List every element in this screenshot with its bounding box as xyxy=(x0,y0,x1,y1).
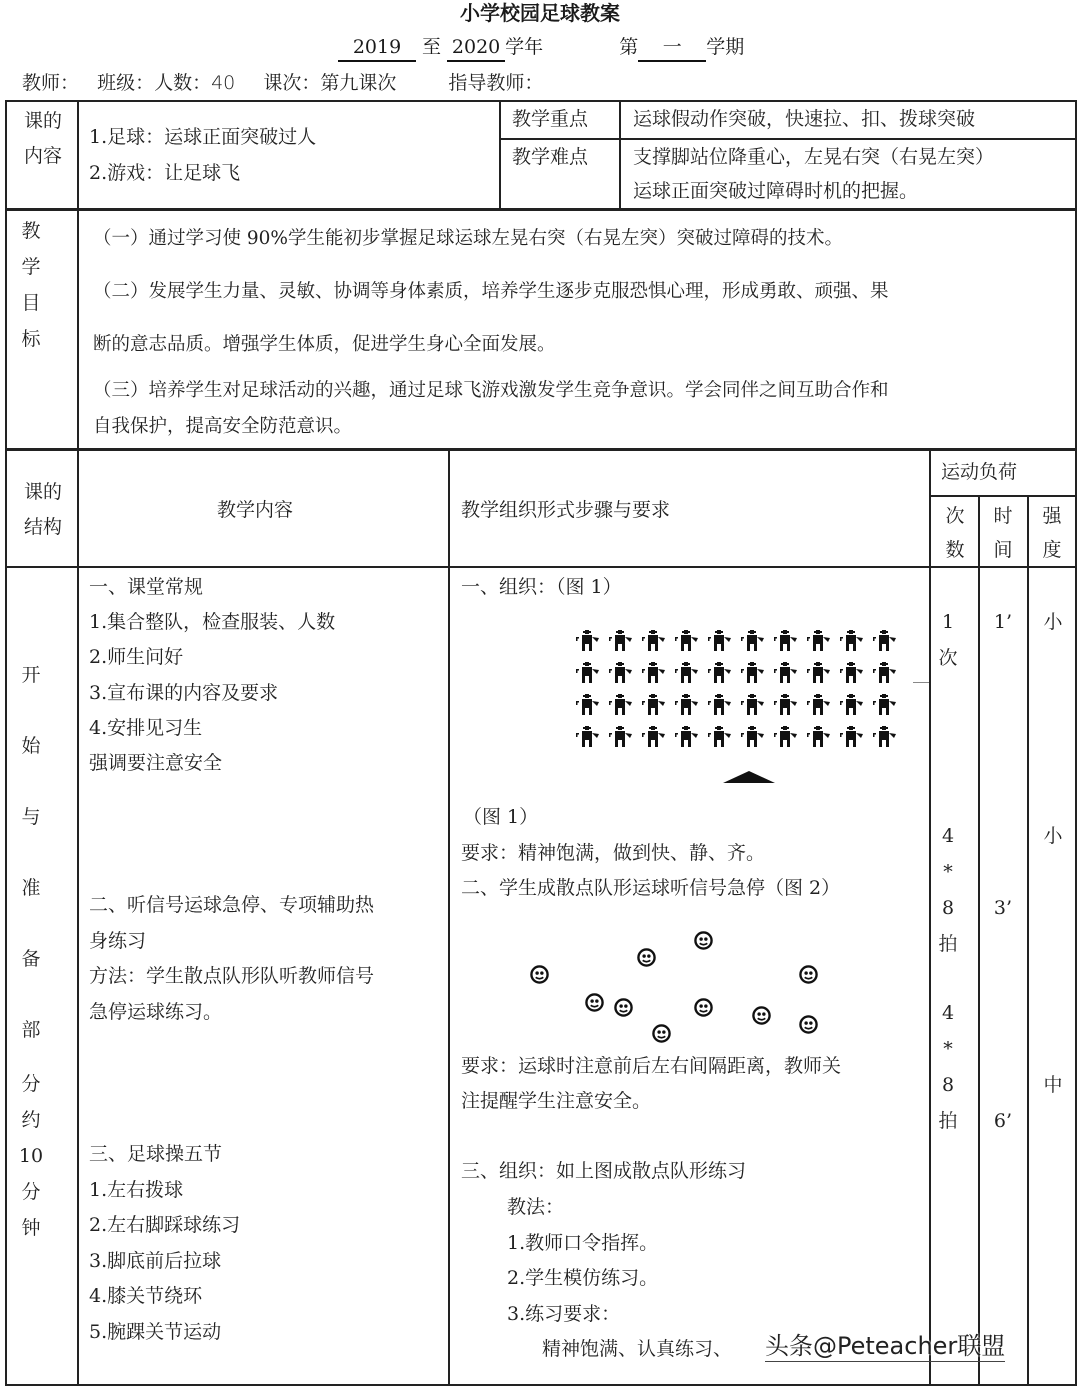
label-char: 备 xyxy=(21,948,41,970)
content-line: 2.左右脚踩球练习 xyxy=(89,1214,241,1236)
header-char: 强 xyxy=(1042,505,1062,527)
label-char: 开 xyxy=(21,664,41,686)
year-separator: 至 xyxy=(422,36,442,58)
load-value: 4 xyxy=(941,825,955,847)
smiley-face-icon xyxy=(637,948,656,967)
person-icon xyxy=(672,694,705,716)
label-char: 教 xyxy=(21,220,41,242)
smiley-face-icon xyxy=(652,1024,671,1043)
figure-2-scatter xyxy=(507,918,847,1053)
load-time-header xyxy=(981,499,1025,567)
person-icon xyxy=(771,694,804,716)
load-intensity-3: 中 xyxy=(1043,1074,1063,1096)
load-value: * xyxy=(943,1038,953,1060)
formation-row xyxy=(573,662,903,684)
key-point-text: 运球假动作突破，快速拉、扣、拨球突破 xyxy=(633,108,976,130)
objective-line: 自我保护，提高安全防范意识。 xyxy=(93,416,353,437)
person-icon xyxy=(804,694,837,716)
person-icon xyxy=(606,726,639,748)
header-char: 次 xyxy=(945,505,965,527)
term-suffix: 学期 xyxy=(706,36,745,58)
structure-label xyxy=(11,475,75,545)
label-char: 目 xyxy=(21,292,41,314)
method-requirement: 精神饱满、认真练习、 xyxy=(542,1338,733,1360)
person-icon xyxy=(837,694,870,716)
person-icon xyxy=(705,630,738,652)
person-icon xyxy=(705,662,738,684)
person-icon xyxy=(573,694,606,716)
exercise-load-header: 运动负荷 xyxy=(941,461,1018,483)
objective-line: （二）发展学生力量、灵敏、协调等身体素质，培养学生逐步克服恐惧心理，形成勇敢、顽强、果 xyxy=(93,281,889,302)
label-char: 钟 xyxy=(21,1217,41,1239)
header-char: 数 xyxy=(945,539,965,561)
content-line: 1.左右拨球 xyxy=(89,1179,184,1201)
person-icon xyxy=(672,662,705,684)
header-char: 度 xyxy=(1042,539,1062,561)
content-line: 4.膝关节绕环 xyxy=(89,1285,203,1307)
formation-row xyxy=(573,726,903,748)
lesson-content-label xyxy=(11,104,75,174)
person-icon xyxy=(639,630,672,652)
load-value: 1 xyxy=(941,611,955,633)
label-char: 部 xyxy=(21,1019,41,1041)
requirement-2: 要求：运球时注意前后左右间隔距离，教师关 xyxy=(461,1055,842,1077)
difficulty-text: 运球正面突破过障碍时机的把握。 xyxy=(633,180,919,202)
content-line: 一、课堂常规 xyxy=(89,576,204,598)
load-value: 拍 xyxy=(938,933,958,955)
header-char: 时 xyxy=(993,505,1013,527)
load-count-3 xyxy=(933,995,963,1139)
method-item: 3.练习要求： xyxy=(507,1303,621,1325)
person-icon xyxy=(639,662,672,684)
load-count-2 xyxy=(933,818,963,962)
objective-line: 断的意志品质。增强学生体质，促进学生身心全面发展。 xyxy=(93,334,556,355)
objective-line: （三）培养学生对足球活动的兴趣，通过足球飞游戏激发学生竞争意识。学会同伴之间互助合作和 xyxy=(93,380,889,401)
load-time-3: 6’ xyxy=(993,1110,1013,1132)
organization-header: 教学组织形式步骤与要求 xyxy=(461,499,671,521)
content-line: 3.宣布课的内容及要求 xyxy=(89,682,279,704)
person-icon xyxy=(573,726,606,748)
figure-1-formation xyxy=(573,630,913,790)
org1-title: 一、组织：（图 1） xyxy=(461,576,622,598)
load-value: * xyxy=(943,861,953,883)
label-line: 内容 xyxy=(23,145,62,167)
section-label-duration xyxy=(11,1066,51,1246)
load-intensity-2: 小 xyxy=(1043,825,1063,847)
header-char: 间 xyxy=(993,539,1013,561)
person-icon xyxy=(639,694,672,716)
person-icon xyxy=(738,662,771,684)
load-value: 拍 xyxy=(938,1110,958,1132)
year-start: 2019 xyxy=(338,34,416,62)
method-item: 1.教师口令指挥。 xyxy=(507,1232,659,1254)
label-char: 标 xyxy=(21,328,41,350)
teaching-content-header: 教学内容 xyxy=(217,499,294,521)
label-char: 分 xyxy=(21,1073,41,1095)
person-icon xyxy=(804,662,837,684)
lesson-content-table xyxy=(5,100,1077,210)
label-line: 课的 xyxy=(23,110,62,132)
content-line: 方法：学生散点队形队听教师信号 xyxy=(89,965,375,987)
content-line: 5.腕踝关节运动 xyxy=(89,1321,222,1343)
smiley-face-icon xyxy=(752,1006,771,1025)
label-line: 结构 xyxy=(23,516,62,538)
label-line: 课的 xyxy=(23,481,62,503)
key-point-label: 教学重点 xyxy=(512,108,589,130)
org3-title: 三、组织：如上图成散点队形练习 xyxy=(461,1160,747,1182)
person-icon xyxy=(804,726,837,748)
content-line: 2.师生问好 xyxy=(89,646,184,668)
person-icon xyxy=(672,726,705,748)
person-icon xyxy=(639,726,672,748)
section-label xyxy=(11,640,51,1066)
term-prefix: 第 xyxy=(619,36,639,58)
person-icon xyxy=(738,694,771,716)
content-line: 三、足球操五节 xyxy=(89,1143,223,1165)
lesson-info-line xyxy=(22,70,555,96)
opening-section-table xyxy=(5,566,1077,1386)
content-line: 二、听信号运球急停、专项辅助热 xyxy=(89,894,375,916)
lesson-item: 1.足球：运球正面突破过人 xyxy=(89,126,317,148)
fig1-caption: （图 1） xyxy=(463,806,539,828)
document-title: 小学校园足球教案 xyxy=(460,1,620,25)
content-line: 身练习 xyxy=(89,930,147,952)
structure-header-table xyxy=(5,448,1077,568)
label-char: 准 xyxy=(21,877,41,899)
smiley-face-icon xyxy=(614,998,633,1017)
person-icon xyxy=(837,630,870,652)
count-label: 人数：40 xyxy=(154,72,236,94)
objectives-table xyxy=(5,208,1077,450)
load-value: 8 xyxy=(941,897,955,919)
smiley-face-icon xyxy=(694,931,713,950)
smiley-face-icon xyxy=(799,965,818,984)
label-char: 10 xyxy=(18,1145,44,1167)
person-icon xyxy=(573,630,606,652)
load-count-header xyxy=(933,499,977,567)
content-line: 急停运球练习。 xyxy=(89,1001,223,1023)
person-icon xyxy=(804,630,837,652)
person-icon xyxy=(870,662,903,684)
lesson-number: 课次：第九课次 xyxy=(263,72,397,94)
person-icon xyxy=(606,630,639,652)
org2-title: 二、学生成散点队形运球听信号急停（图 2） xyxy=(461,877,841,899)
difficulty-text: 支撑脚站位降重心，左晃右突（右晃左突） xyxy=(633,146,995,168)
load-time-2: 3’ xyxy=(993,897,1013,919)
teacher-label: 教师： xyxy=(22,72,80,94)
method-label: 教法： xyxy=(507,1196,565,1218)
advisor-label: 指导教师： xyxy=(448,72,544,94)
smiley-face-icon xyxy=(694,998,713,1017)
objectives-label xyxy=(11,213,51,357)
class-label: 班级： xyxy=(97,72,155,94)
formation-row xyxy=(573,630,903,652)
person-icon xyxy=(771,662,804,684)
load-value: 4 xyxy=(941,1002,955,1024)
person-icon xyxy=(771,726,804,748)
label-char: 分 xyxy=(21,1181,41,1203)
person-icon xyxy=(672,630,705,652)
objective-line: （一）通过学习使 90%学生能初步掌握足球运球左晃右突（右晃左突）突破过障碍的技术。 xyxy=(93,228,844,249)
load-value: 次 xyxy=(938,647,958,669)
person-icon xyxy=(870,694,903,716)
watermark: 头条@Peteacher联盟 xyxy=(765,1332,1006,1360)
person-icon xyxy=(705,694,738,716)
label-char: 与 xyxy=(21,806,41,828)
person-icon xyxy=(771,630,804,652)
smiley-face-icon xyxy=(799,1015,818,1034)
content-line: 3.脚底前后拉球 xyxy=(89,1250,222,1272)
formation-row xyxy=(573,694,903,716)
method-item: 2.学生模仿练习。 xyxy=(507,1267,659,1289)
person-icon xyxy=(705,726,738,748)
load-intensity-1: 小 xyxy=(1043,611,1063,633)
load-count-1 xyxy=(933,604,963,676)
person-icon xyxy=(738,630,771,652)
person-icon xyxy=(870,630,903,652)
difficulty-label: 教学难点 xyxy=(512,146,589,168)
smiley-face-icon xyxy=(530,965,549,984)
requirement-2: 注提醒学生注意安全。 xyxy=(461,1090,652,1112)
person-icon xyxy=(606,694,639,716)
person-icon xyxy=(870,726,903,748)
content-line: 强调要注意安全 xyxy=(89,752,223,774)
person-icon xyxy=(606,662,639,684)
label-char: 学 xyxy=(21,256,41,278)
label-char: 约 xyxy=(21,1109,41,1131)
content-line: 1.集合整队，检查服装、人数 xyxy=(89,611,336,633)
person-icon xyxy=(837,726,870,748)
label-char: 始 xyxy=(21,735,41,757)
arrow-icon xyxy=(913,682,929,683)
lesson-item: 2.游戏：让足球飞 xyxy=(89,162,241,184)
requirement-1: 要求：精神饱满，做到快、静、齐。 xyxy=(461,842,766,864)
load-intensity-header xyxy=(1030,499,1074,567)
person-icon xyxy=(837,662,870,684)
load-value: 8 xyxy=(941,1074,955,1096)
year-suffix: 学年 xyxy=(505,36,544,58)
year-end: 2020 xyxy=(447,34,505,62)
content-line: 4.安排见习生 xyxy=(89,717,203,739)
teacher-triangle-icon xyxy=(723,771,775,783)
person-icon xyxy=(738,726,771,748)
person-icon xyxy=(573,662,606,684)
school-year-line xyxy=(338,34,744,62)
smiley-face-icon xyxy=(585,993,604,1012)
term-value: 一 xyxy=(638,34,706,62)
load-time-1: 1’ xyxy=(993,611,1013,633)
